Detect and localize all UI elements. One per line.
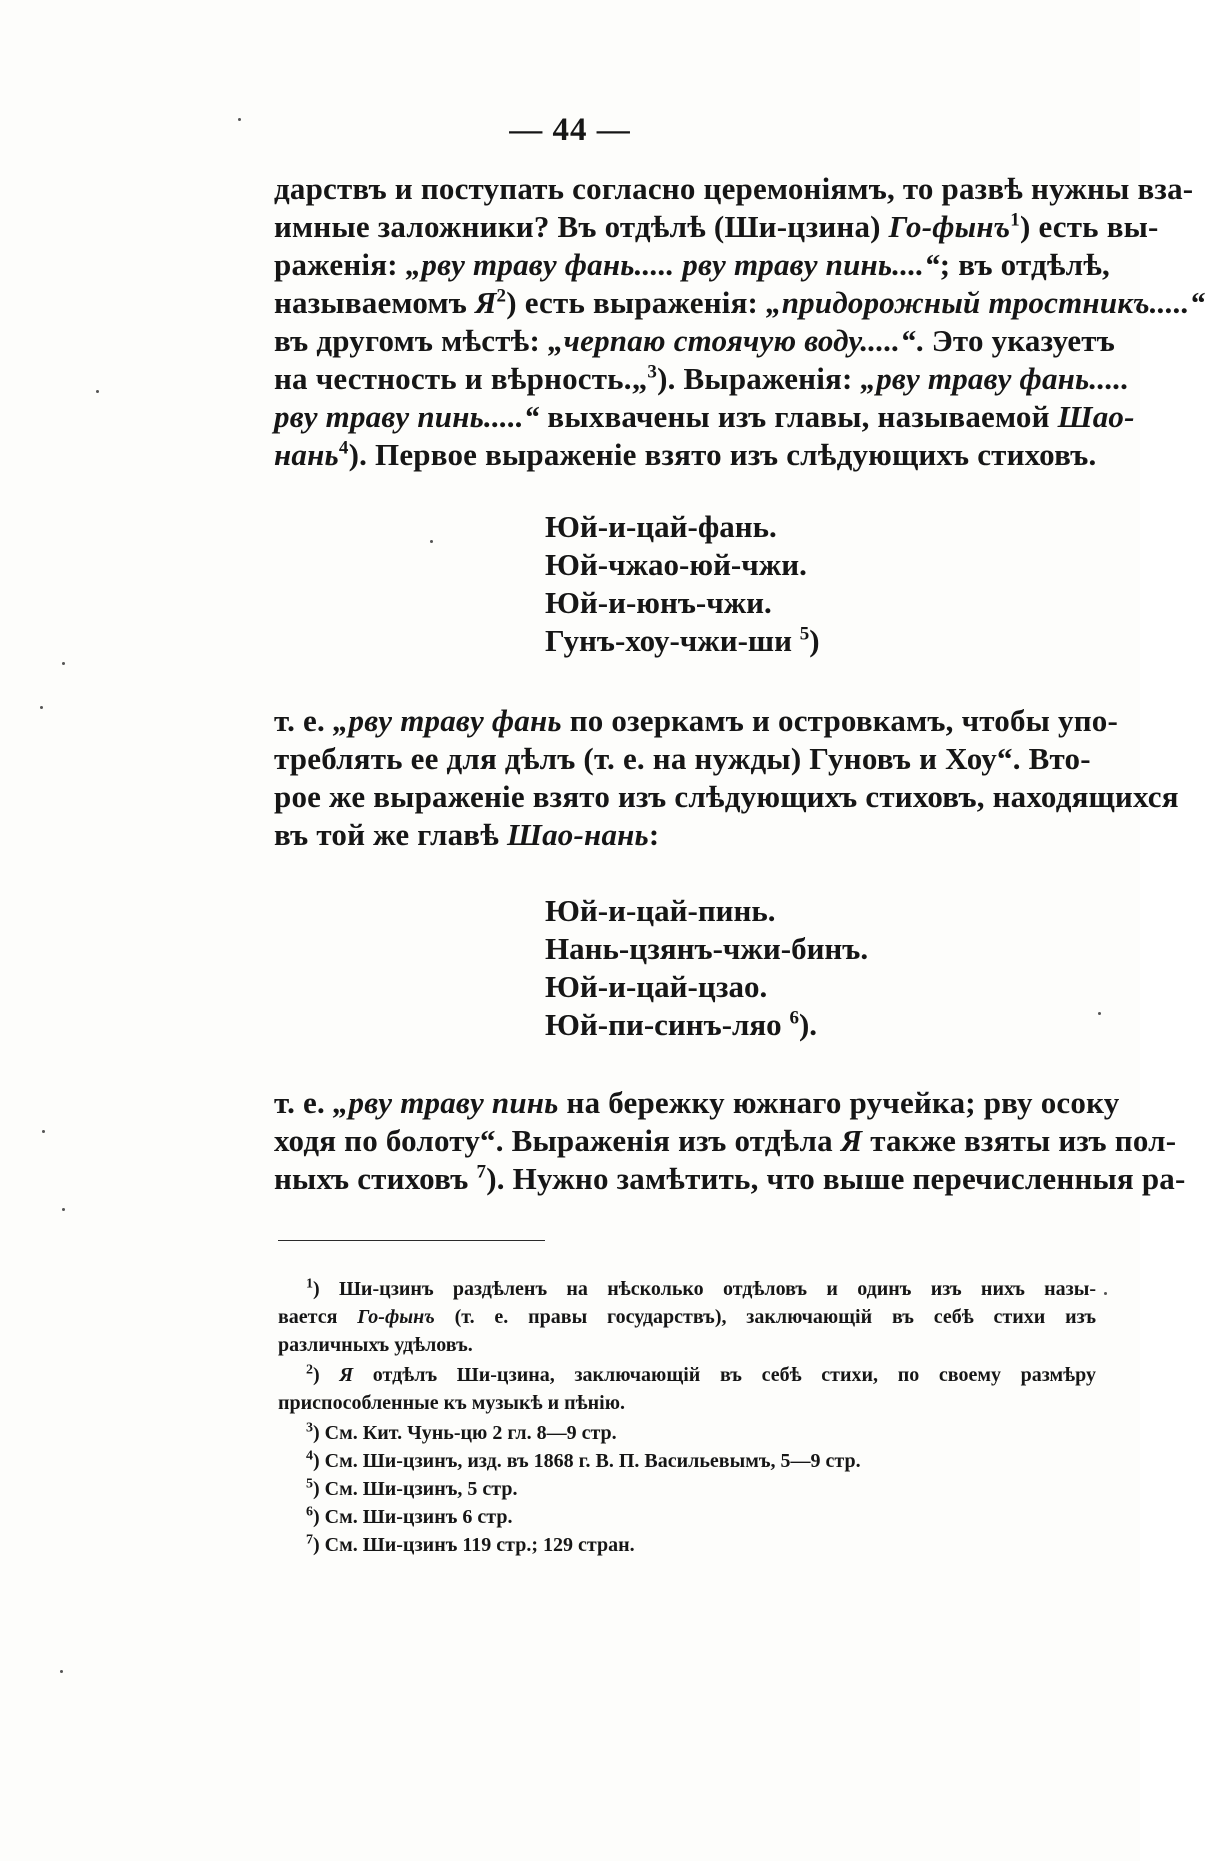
italic-term: Я	[474, 285, 497, 320]
footnote-ref: 6	[789, 1007, 799, 1029]
footnote-ref: 5	[799, 623, 810, 645]
body-line	[274, 436, 1097, 474]
footnote-mark: 1	[306, 1276, 313, 1292]
italic-term: Я	[339, 1364, 354, 1386]
scan-speck	[62, 662, 65, 665]
italic-quote: „рву траву фань	[332, 703, 562, 738]
text-run: т. е.	[274, 703, 333, 738]
footnote-mark: 3	[306, 1420, 313, 1436]
footnote-mark: 5	[306, 1476, 313, 1492]
footnote-ref: 4	[338, 437, 349, 459]
text-run: )	[313, 1364, 340, 1386]
footnote-mark: 4	[306, 1448, 313, 1464]
text-run: ). Выраженія:	[657, 361, 861, 396]
text-run: ) См. Кит. Чунь-цю 2 гл. 8—9 стр.	[313, 1422, 617, 1444]
body-line	[274, 398, 1135, 436]
text-run: имные заложники? Въ отдѣлѣ (Ши-цзина)	[274, 209, 889, 244]
scan-speck	[1104, 1292, 1107, 1295]
text-run: называемомъ	[274, 285, 475, 320]
scan-speck	[60, 1670, 63, 1673]
text-run: раженія:	[274, 247, 406, 282]
footnote-line: приспособленные къ музыкѣ и пѣнію.	[278, 1392, 625, 1414]
footnote-mark: 6	[306, 1504, 313, 1520]
italic-quote: „рву траву фань.....	[860, 361, 1130, 396]
text-run: ). Нужно замѣтить, что выше перечисленныя ра-	[486, 1161, 1186, 1196]
body-line	[274, 170, 1194, 208]
text-run: ) Ши-цзинъ раздѣленъ на нѣсколько отдѣловъ и одинъ изъ нихъ назы-	[313, 1278, 1096, 1300]
italic-quote: „рву траву фань..... рву траву пинь....“	[405, 247, 940, 282]
scan-speck	[40, 706, 43, 709]
body-line	[274, 1084, 1120, 1122]
italic-quote: „рву траву пинь	[332, 1085, 559, 1120]
footnote-line	[306, 1504, 512, 1531]
text-run: ) См. Ши-цзинъ 6 стр.	[313, 1506, 513, 1528]
verse-line: Нань-цзянъ-чжи-бинъ.	[545, 931, 869, 966]
scan-speck	[96, 390, 99, 393]
body-line	[274, 322, 1116, 360]
text-run: дарствъ и поступать согласно церемоніямъ, то развѣ нужны вза-	[274, 171, 1194, 206]
text-run: выхвачены изъ главы, называемой	[539, 399, 1058, 434]
text-run: въ другомъ мѣстѣ:	[274, 323, 548, 358]
text-run: :	[648, 817, 660, 852]
text-run: ; въ отдѣлѣ,	[939, 247, 1111, 282]
text-run: по озеркамъ и островкамъ, чтобы упо-	[561, 703, 1119, 738]
text-run: треблять ее для дѣлъ (т. е. на нужды) Гуновъ и Хоу“. Вто-	[274, 741, 1091, 776]
text-run: Юй-пи-синъ-ляо	[545, 1007, 782, 1042]
footnote-line	[306, 1448, 861, 1475]
italic-term: Го-фынъ	[357, 1306, 435, 1328]
footnote-ref: 3	[647, 361, 658, 383]
text-run: . Это указуетъ	[915, 323, 1116, 358]
text-run: на бережку южнаго ручейка; рву осоку	[558, 1085, 1120, 1120]
italic-quote: „придорожный тростникъ.....“	[766, 285, 1205, 320]
text-run: ). Первое выраженіе взято изъ слѣдующихъ стиховъ.	[348, 437, 1097, 472]
body-line	[274, 702, 1119, 740]
text-run: ныхъ стиховъ	[274, 1161, 477, 1196]
scan-speck	[62, 1208, 65, 1211]
body-line	[274, 208, 1159, 246]
verse-line: Юй-и-цай-пинь.	[545, 893, 776, 928]
text-run: ) См. Ши-цзинъ 119 стр.; 129 стран.	[313, 1534, 635, 1556]
footnote-line	[278, 1304, 1096, 1331]
body-line	[274, 284, 1205, 322]
footnote-divider	[278, 1240, 545, 1241]
footnote-line	[306, 1420, 617, 1447]
verse-line: Юй-чжао-юй-чжи.	[545, 547, 807, 582]
italic-term: Я	[840, 1123, 863, 1158]
scan-speck	[430, 540, 433, 543]
footnote-line	[306, 1476, 517, 1503]
text-run: т. е.	[274, 1085, 333, 1120]
verse-line: Юй-и-юнъ-чжи.	[545, 585, 772, 620]
italic-quote: рву траву пинь.....“	[274, 399, 540, 434]
text-run: рое же выраженіе взято изъ слѣдующихъ стиховъ, находящихся	[274, 779, 1179, 814]
verse-line: Юй-и-цай-фань.	[545, 509, 777, 544]
footnote-line	[306, 1276, 1096, 1303]
page-number: — 44 —	[509, 112, 631, 148]
verse-line	[545, 1006, 817, 1044]
footnote-line	[306, 1362, 1096, 1389]
text-run: въ той же главѣ	[274, 817, 507, 852]
italic-term: Го-фынъ	[888, 209, 1011, 244]
body-line	[274, 1122, 1177, 1160]
footnote-ref: 2	[496, 285, 507, 307]
italic-term: Шао-нань	[507, 817, 649, 852]
footnote-mark: 7	[306, 1532, 313, 1548]
scan-speck	[42, 1130, 45, 1133]
text-run: вается	[278, 1306, 358, 1328]
body-line	[274, 246, 1111, 284]
verse-line	[545, 622, 820, 660]
text-run: ).	[798, 1007, 818, 1042]
scan-speck	[238, 118, 241, 121]
text-run: ) См. Ши-цзинъ, изд. въ 1868 г. В. П. Васильевымъ, 5—9 стр.	[313, 1450, 861, 1472]
text-run: ) есть выраженія:	[506, 285, 767, 320]
italic-term: Шао-	[1057, 399, 1135, 434]
text-run: )	[809, 623, 820, 658]
text-run: ) есть вы-	[1019, 209, 1159, 244]
text-run: отдѣлъ Ши-цзина, заключающій въ себѣ стихи, по своему размѣру	[353, 1364, 1096, 1386]
footnote-line: различныхъ удѣловъ.	[278, 1334, 473, 1356]
footnote-mark: 2	[306, 1362, 313, 1378]
body-line	[274, 1160, 1186, 1198]
text-run: Гунъ-хоу-чжи-ши	[545, 623, 792, 658]
italic-term: нань	[274, 437, 339, 472]
body-line	[274, 778, 1179, 816]
footnote-ref: 1	[1010, 209, 1020, 231]
body-line	[274, 816, 1062, 854]
text-run: ходя по болоту“. Выраженія изъ отдѣла	[274, 1123, 841, 1158]
footnote-line	[306, 1532, 635, 1559]
body-line	[274, 360, 1130, 398]
scan-speck	[1098, 1012, 1101, 1015]
footnote-ref: 7	[476, 1161, 487, 1183]
verse-line: Юй-и-цай-цзао.	[545, 969, 768, 1004]
italic-quote: „черпаю стоячую воду.....“	[547, 323, 916, 358]
text-run: ) См. Ши-цзинъ, 5 стр.	[313, 1478, 518, 1500]
text-run: (т. е. правы государствъ), заключающій въ себѣ стихи изъ	[434, 1306, 1096, 1328]
text-run: также взяты изъ пол-	[862, 1123, 1177, 1158]
body-line	[274, 740, 1091, 778]
text-run: на честность и вѣрность.„	[274, 361, 648, 396]
